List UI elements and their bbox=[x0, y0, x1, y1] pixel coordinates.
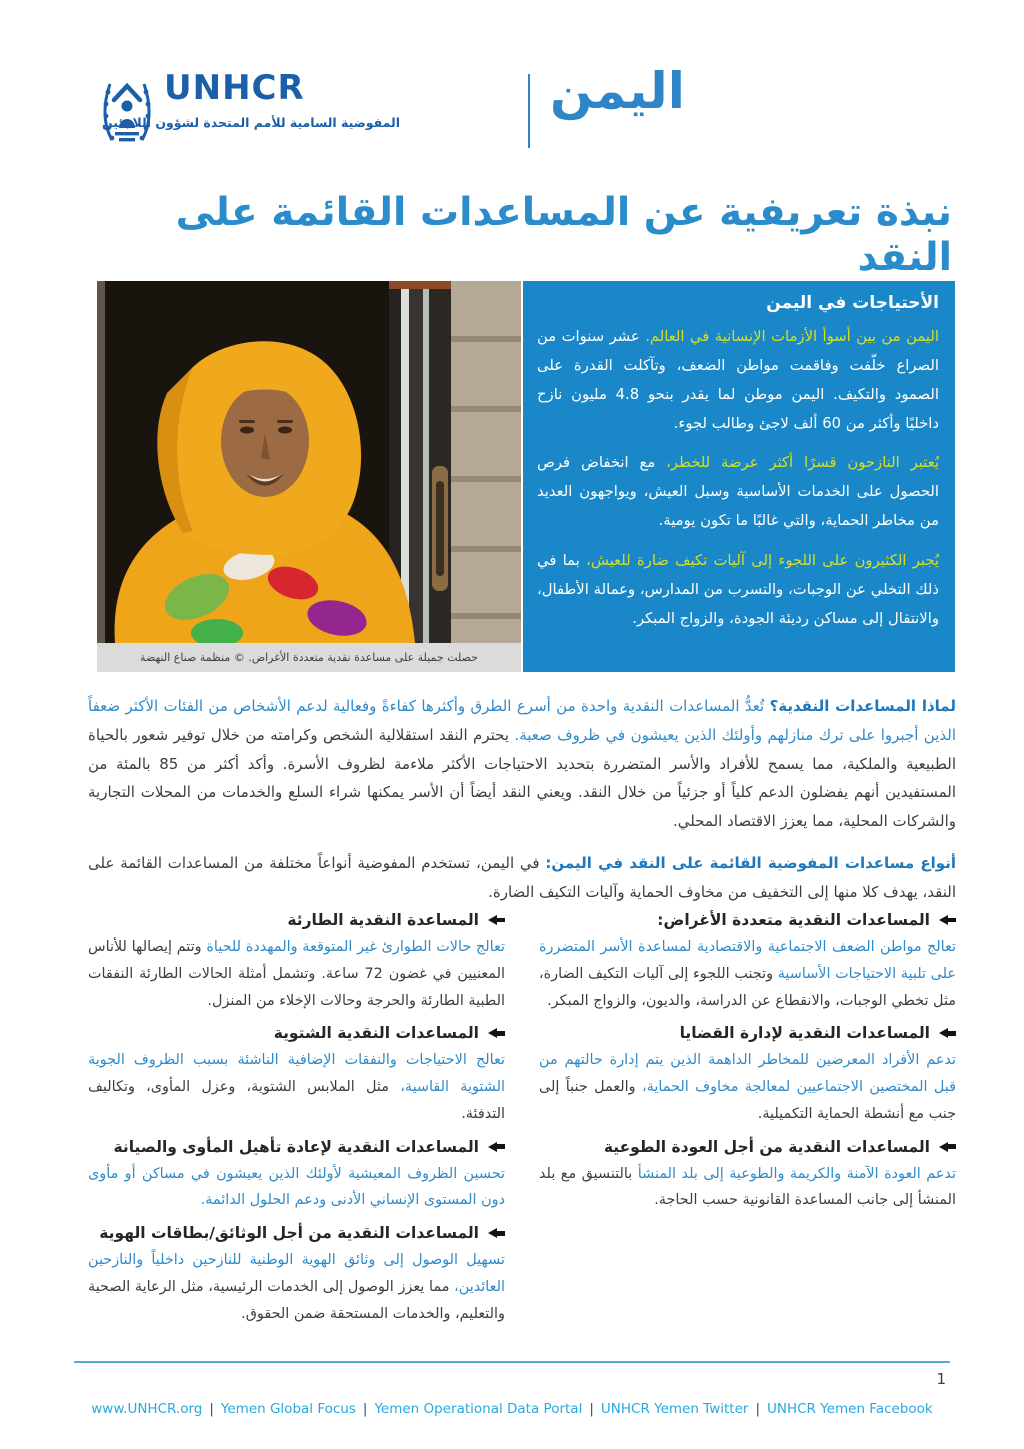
item-heading bbox=[88, 911, 505, 929]
page-number: 1 bbox=[936, 1370, 946, 1388]
woman-photo bbox=[97, 281, 521, 643]
arrow-left-icon bbox=[488, 915, 505, 925]
country-title: اليمن bbox=[550, 62, 685, 120]
arrow-left-icon bbox=[939, 1028, 956, 1038]
footer-link-global-focus[interactable]: Yemen Global Focus bbox=[220, 1401, 356, 1417]
item-heading-label: المساعدات النقدية الشتوية bbox=[273, 1024, 479, 1043]
page-title: نبذة تعريفية عن المساعدات القائمة على النقد bbox=[175, 190, 952, 280]
item-body bbox=[539, 1047, 956, 1127]
footer-link-data-portal[interactable]: Yemen Operational Data Portal bbox=[374, 1401, 583, 1417]
body-text: عشر سنوات من الصراع خلّفت وفاقمت مواطن الضعف، وتآكلت القدرة على الصمود والتكيف. اليمن موطن لما يقدر بنحو 4.8 مليون نازح داخليًا وأكثر من 60 ألف لاجئ وطالب لجوء. bbox=[537, 328, 939, 432]
item-dark-text: والعمل جنباً إلى جنب مع أنشطة الحماية التكميلية. bbox=[539, 1079, 956, 1122]
item-blue-text: تعالج حالات الطوارئ غير المتوقعة والمهددة للحياة bbox=[206, 939, 505, 955]
item-heading bbox=[539, 1138, 956, 1156]
highlight-text: اليمن من بين أسوأ الأزمات الإنسانية في العالم. bbox=[645, 328, 939, 345]
item-blue-text: تدعم العودة الآمنة والكريمة والطوعية إلى بلد المنشأ bbox=[637, 1165, 956, 1182]
item-dark-text: بالتنسيق مع بلد المنشأ إلى جانب المساعدة القانونية حسب الحاجة. bbox=[539, 1165, 956, 1209]
arrow-left-icon bbox=[939, 915, 956, 925]
why-cash-paragraph bbox=[88, 692, 956, 836]
content-row bbox=[97, 281, 955, 672]
item-blue-text: تحسين الظروف المعيشية لأولئك الذين يعيشون في مساكن أو مأوى دون المستوى الإنساني الأدنى ودعم الحلول الدائمة. bbox=[88, 1165, 505, 1209]
header bbox=[100, 62, 960, 156]
item-heading bbox=[88, 1138, 505, 1156]
types-lead: أنواع مساعدات المفوضية القائمة على النقد في اليمن: bbox=[545, 854, 956, 872]
assistance-item-shelter-rehabilitation bbox=[88, 1138, 505, 1215]
item-dark-text: مما يعزز الوصول إلى الخدمات الرئيسية، مثل الرعاية الصحية والتعليم، والخدمات المستحقة ضمن الحقوق. bbox=[88, 1279, 505, 1322]
assistance-types-columns bbox=[88, 911, 956, 1338]
needs-paragraph-1 bbox=[537, 323, 939, 438]
assistance-item-documentation bbox=[88, 1224, 505, 1327]
item-blue-text: تعالج الاحتياجات والنفقات الإضافية الناشئة بسبب الظروف الجوية الشتوية القاسية، bbox=[88, 1052, 505, 1096]
footer-separator: | bbox=[755, 1401, 760, 1417]
photo-caption: حصلت جميلة على مساعدة نقدية متعددة الأغراض. © منظمة صناع النهضة bbox=[97, 643, 521, 672]
item-dark-text: وتجنب اللجوء إلى آليات التكيف الضارة، مثل تخطي الوجبات، والانقطاع عن الدراسة، والديون، والزواج المبكر. bbox=[539, 965, 956, 1009]
item-blue-text: تعالج مواطن الضعف الاجتماعية والاقتصادية لمساعدة الأسر المتضررة على تلبية الاحتياجات الأساسية bbox=[539, 939, 956, 982]
assistance-item-winterization bbox=[88, 1024, 505, 1127]
item-dark-text: وتتم إيصالها للأناس المعنيين في غضون 72 ساعة. وتشمل أمثلة الحالات الطارئة النفقات الطبية الطارئة والحرجة وحالات الإخلاء من المنزل. bbox=[88, 939, 506, 1009]
arrow-left-icon bbox=[488, 1028, 505, 1038]
body-text: مع انخفاض فرص الحصول على الخدمات الأساسية وسبل العيش، ويواجهون العديد من مخاطر الحماية، والتي غالبًا ما تكون يومية. bbox=[537, 454, 939, 530]
footer-separator: | bbox=[362, 1401, 368, 1417]
column-left bbox=[88, 911, 505, 1338]
item-blue-text: تدعم الأفراد المعرضين للمخاطر الداهمة الذين يتم إدارة حالتهم من قبل المختصين الاجتماعيين لمعالجة مخاوف الحماية، bbox=[539, 1052, 957, 1096]
types-dark-text: في اليمن، تستخدم المفوضية أنواعاً مختلفة من المساعدات القائمة على النقد، يهدف كلا منها إلى التخفيف من مخاوف الحماية وآليات التكيف الضارة. bbox=[88, 854, 956, 901]
footer-links bbox=[0, 1401, 1024, 1417]
item-heading-label: المساعدة النقدية الطارئة bbox=[287, 911, 479, 929]
item-body bbox=[88, 1047, 505, 1127]
needs-paragraph-2 bbox=[537, 449, 939, 536]
column-right bbox=[539, 911, 956, 1338]
header-divider bbox=[528, 74, 530, 148]
assistance-item-case-management bbox=[539, 1024, 956, 1127]
item-heading bbox=[88, 1224, 505, 1242]
why-dark-text: يحترم النقد استقلالية الشخص وكرامته من خلال توفير شعور بالحياة الطبيعية والملكية، مما يسمح للأفراد والأسر المتضررة بتحديد الاحتياجات الأكثر ملاءمة لظروف الأسرة. وأكد أكثر من 85 بالمئة من المستفيدين أنهم يفضلون الدعم كلياً أو جزئياً من خلال النقد. ويعني النقد أيضاً أن الأسر يمكنها شراء السلع والخدمات من المحلات التجارية والشركات المحلية، مما يعزز الاقتصاد المحلي. bbox=[88, 725, 956, 831]
assistance-item-voluntary-return bbox=[539, 1138, 956, 1215]
item-heading-label: المساعدات النقدية من أجل العودة الطوعية bbox=[603, 1137, 930, 1156]
item-heading-label: المساعدات النقدية من أجل الوثائق/بطاقات الهوية bbox=[99, 1224, 479, 1243]
arrow-left-icon bbox=[939, 1142, 956, 1152]
item-blue-text: تسهيل الوصول إلى وثائق الهوية الوطنية للنازحين داخلياً والنازحين العائدين، bbox=[88, 1252, 505, 1296]
footer-separator: | bbox=[589, 1401, 594, 1417]
item-body bbox=[88, 934, 505, 1014]
assistance-item-emergency bbox=[88, 911, 505, 1014]
needs-box bbox=[523, 281, 955, 672]
arrow-left-icon bbox=[488, 1142, 505, 1152]
assistance-item-multipurpose bbox=[539, 911, 956, 1014]
item-body bbox=[539, 1161, 956, 1215]
footer-separator: | bbox=[209, 1401, 214, 1417]
item-dark-text: مثل الملابس الشتوية، وعزل المأوى، وتكاليف التدفئة. bbox=[88, 1079, 505, 1122]
item-heading-label: المساعدات النقدية متعددة الأغراض: bbox=[657, 911, 930, 929]
footer-link-facebook[interactable]: UNHCR Yemen Facebook bbox=[767, 1401, 933, 1417]
arrow-left-icon bbox=[488, 1228, 505, 1238]
footer-rule bbox=[74, 1361, 950, 1363]
highlight-text: يُعتبر النازحون قسرًا أكثر عرضة للخطر، bbox=[666, 454, 939, 472]
item-heading-label: المساعدات النقدية لإدارة القضايا bbox=[679, 1024, 930, 1043]
org-tagline: المفوضية السامية للأمم المتحدة لشؤون اللاجئين bbox=[102, 115, 400, 130]
item-body bbox=[539, 934, 956, 1014]
highlight-text: يُجبر الكثيرون على اللجوء إلى آليات تكيف ضارة للعيش، bbox=[586, 551, 939, 569]
org-name: UNHCR bbox=[164, 68, 305, 108]
needs-heading: الأحتياجات في اليمن bbox=[766, 293, 939, 313]
item-body bbox=[88, 1247, 505, 1327]
footer-link-unhcr-org[interactable]: www.UNHCR.org bbox=[91, 1401, 203, 1417]
item-body bbox=[88, 1161, 505, 1215]
footer-link-twitter[interactable]: UNHCR Yemen Twitter bbox=[600, 1401, 749, 1417]
body-text: بما في ذلك التخلي عن الوجبات، والتسرب من المدارس، وعمالة الأطفال، والانتقال إلى مساكن رديئة الجودة، والزواج المبكر. bbox=[537, 551, 939, 627]
needs-paragraph-3 bbox=[537, 547, 939, 634]
types-intro-paragraph bbox=[88, 849, 956, 907]
unhcr-logo-icon bbox=[100, 74, 154, 152]
item-heading bbox=[88, 1024, 505, 1042]
item-heading bbox=[539, 911, 956, 929]
why-blue-text: تُعدُّ المساعدات النقدية واحدة من أسرع الطرق وأكثرها كفاءةً وفعالية لدعم الأشخاص من الفئات الأكثر ضعفاً الذين أجبروا على ترك منازلهم وأولئك الذين يعيشون في ظروف صعبة. bbox=[88, 697, 956, 744]
why-lead: لماذا المساعدات النقدية؟ bbox=[769, 697, 956, 715]
photo-figure bbox=[97, 281, 521, 672]
item-heading-label: المساعدات النقدية لإعادة تأهيل المأوى والصيانة bbox=[113, 1137, 479, 1156]
item-heading bbox=[539, 1024, 956, 1042]
